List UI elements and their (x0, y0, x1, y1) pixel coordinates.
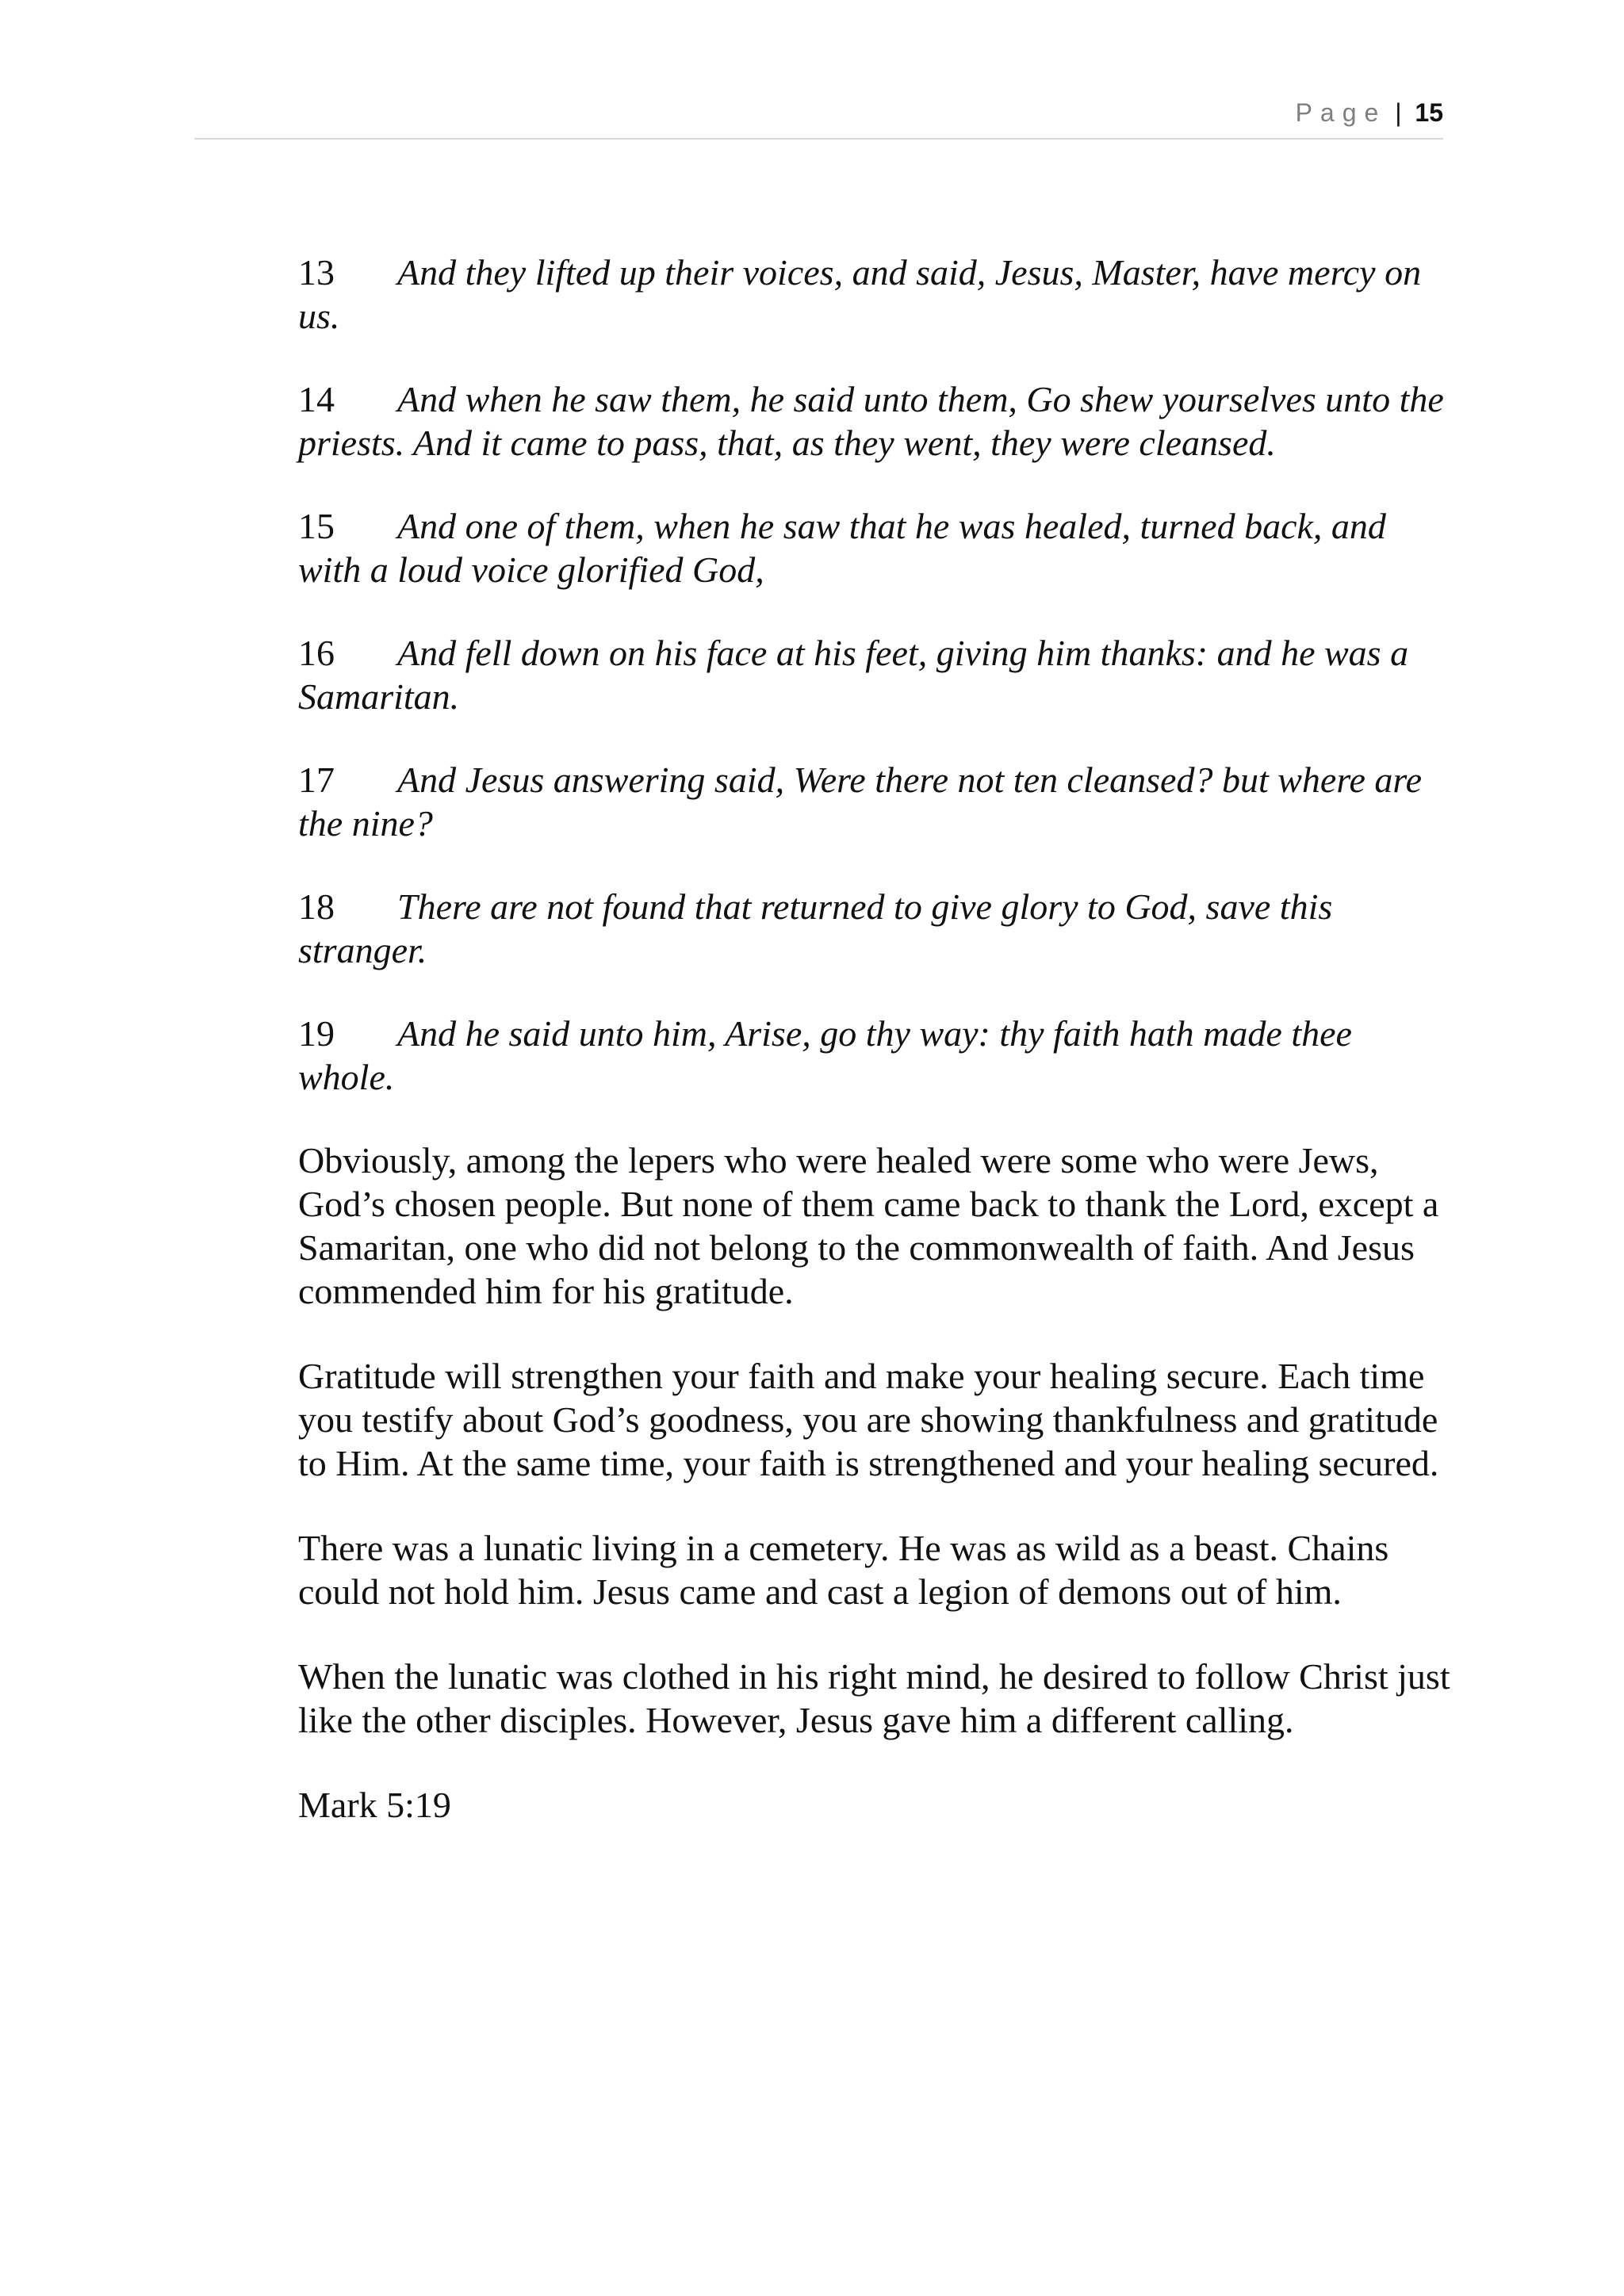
verse-text: And they lifted up their voices, and said, Jesus, Master, have mercy on us. (298, 252, 1422, 336)
verse-number: 13 (298, 252, 335, 293)
scripture-reference: Mark 5:19 (298, 1785, 451, 1825)
verse-number: 18 (298, 886, 335, 927)
body-paragraph: Gratitude will strengthen your faith and make your healing secure. Each time you testify about God’s goodness, you are showing thankfulness and gratitude to Him. At the same time, your faith is strengthened and your healing secured. (298, 1356, 1439, 1483)
verse-15 (298, 504, 1456, 591)
page-word: Page (1295, 98, 1387, 127)
verse-text: And when he saw them, he said unto them, Go shew yourselves unto the priests. And it came to pass, that, as they went, they were cleansed. (298, 379, 1444, 463)
body-paragraph: Obviously, among the lepers who were healed were some who were Jews, God’s chosen people. But none of them came back to thank the Lord, except a Samaritan, one who did not belong to the commonwealth of faith. And Jesus commended him for his gratitude. (298, 1140, 1439, 1311)
body-paragraph: There was a lunatic living in a cemetery. He was as wild as a beast. Chains could not hold him. Jesus came and cast a legion of demons out of him. (298, 1528, 1389, 1612)
verse-number: 15 (298, 506, 335, 546)
verse-number: 19 (298, 1013, 335, 1054)
page-number: 15 (1415, 98, 1443, 127)
verse-14 (298, 377, 1456, 465)
body-paragraph: When the lunatic was clothed in his right mind, he desired to follow Christ just like the other disciples. However, Jesus gave him a different calling. (298, 1656, 1450, 1740)
verse-text: And Jesus answering said, Were there not ten cleansed? but where are the nine? (298, 760, 1423, 844)
verse-18 (298, 885, 1456, 972)
verse-text: And fell down on his face at his feet, giving him thanks: and he was a Samaritan. (298, 633, 1409, 717)
page-body (298, 251, 1456, 1868)
verse-17 (298, 758, 1456, 845)
page-separator: | (1395, 98, 1402, 127)
verse-text: There are not found that returned to give glory to God, save this stranger. (298, 886, 1333, 970)
verse-text: And he said unto him, Arise, go thy way: thy faith hath made thee whole. (298, 1013, 1352, 1097)
verse-text: And one of them, when he saw that he was healed, turned back, and with a loud voice glorified God, (298, 506, 1386, 590)
verse-number: 17 (298, 760, 335, 800)
verse-16 (298, 631, 1456, 718)
verse-number: 14 (298, 379, 335, 419)
verse-number: 16 (298, 633, 335, 673)
page-header (194, 87, 1443, 140)
page-number-label (1296, 97, 1443, 128)
verse-19 (298, 1012, 1456, 1099)
verse-13 (298, 251, 1456, 338)
